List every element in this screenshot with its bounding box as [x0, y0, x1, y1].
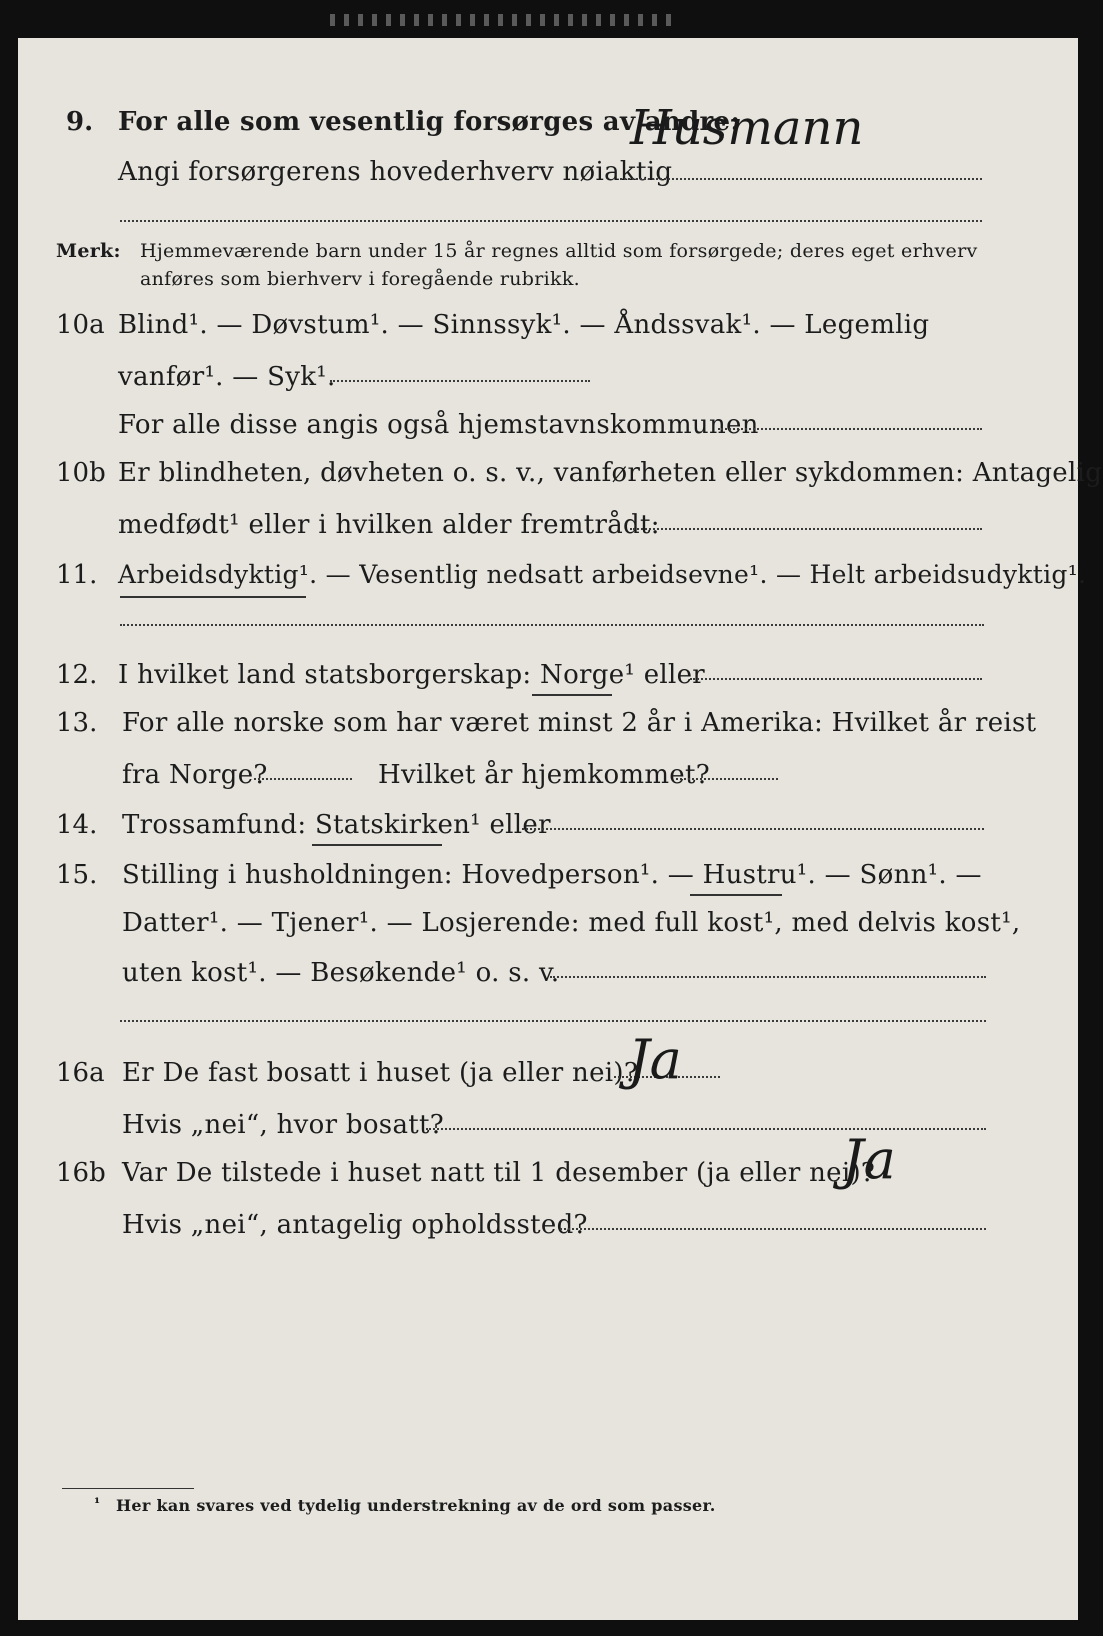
q16b-opholdssted-line	[560, 1228, 986, 1230]
q16a-line2: Hvis „nei“, hvor bosatt?	[122, 1110, 444, 1140]
q13-line1: For alle norske som har været minst 2 år i Amerika: Hvilket år reist	[122, 708, 1037, 738]
q16b-number: 16b	[56, 1158, 106, 1188]
q15-underline-mark	[690, 894, 782, 896]
q15-line2: Datter¹. — Tjener¹. — Losjerende: med full kost¹, med delvis kost¹,	[122, 908, 1021, 938]
q16b-line1: Var De tilstede i huset natt til 1 desember (ja eller nei)?	[122, 1158, 876, 1188]
q13-line2a: fra Norge?	[122, 760, 268, 790]
q10a-number: 10a	[56, 310, 105, 340]
merk-line2: anføres som bierhverv i foregående rubrikk.	[140, 268, 580, 290]
q9-answer-line	[620, 178, 982, 180]
q9-line1: For alle som vesentlig forsørges av andre:	[118, 107, 741, 137]
q15-extra-line	[120, 1020, 986, 1022]
q10a-line3: For alle disse angis også hjemstavnskommunen	[118, 410, 759, 440]
q14-answer-line	[522, 828, 984, 830]
q16a-line1: Er De fast bosatt i huset (ja eller nei)?	[122, 1058, 639, 1088]
q16a-bosatt-line	[426, 1128, 986, 1130]
q10a-hjemstavn-line	[718, 428, 982, 430]
q10b-number: 10b	[56, 458, 106, 488]
q10a-line1: Blind¹. — Døvstum¹. — Sinnssyk¹. — Åndssvak¹. — Legemlig	[118, 310, 930, 340]
q15-line1: Stilling i husholdningen: Hovedperson¹. — Hustru¹. — Sønn¹. —	[122, 860, 982, 890]
q10b-line2: medfødt¹ eller i hvilken alder fremtrådt:	[118, 510, 660, 540]
q13-line2b: Hvilket år hjemkommet?	[378, 760, 710, 790]
q12-line1: I hvilket land statsborgerskap: Norge¹ eller	[118, 660, 706, 690]
q15-number: 15.	[56, 860, 98, 890]
q11-number: 11.	[56, 560, 98, 590]
q11-underline-mark	[120, 596, 306, 598]
q9-line2: Angi forsørgerens hovederhverv nøiaktig	[118, 157, 673, 187]
q10b-answer-line	[630, 528, 982, 530]
footnote-text: Her kan svares ved tydelig understrekning av de ord som passer.	[116, 1496, 716, 1515]
q16b-handwritten-answer: Ja	[842, 1128, 896, 1191]
q15-answer-line	[550, 976, 986, 978]
q14-underline-mark	[312, 844, 442, 846]
top-ruler-marks	[330, 14, 671, 26]
q9-extra-line	[120, 220, 982, 222]
q14-line1: Trossamfund: Statskirken¹ eller	[122, 810, 551, 840]
q10a-line2: vanfør¹. — Syk¹.	[118, 362, 336, 392]
q12-underline-mark	[532, 694, 612, 696]
q16a-handwritten-answer: Ja	[628, 1028, 682, 1091]
q13-hjemkommet-line	[676, 778, 778, 780]
q16a-number: 16a	[56, 1058, 105, 1088]
q14-number: 14.	[56, 810, 98, 840]
q11-line1: Arbeidsdyktig¹. — Vesentlig nedsatt arbeidsevne¹. — Helt arbeidsudyktig¹.	[118, 560, 1087, 589]
q13-reist-line	[254, 778, 352, 780]
q12-number: 12.	[56, 660, 98, 690]
q9-handwritten-answer: Husmann	[630, 100, 864, 156]
q11-extra-line	[120, 624, 984, 626]
merk-label: Merk:	[56, 240, 121, 262]
q12-answer-line	[690, 678, 982, 680]
merk-line1: Hjemmeværende barn under 15 år regnes alltid som forsørgede; deres eget erhverv	[140, 240, 978, 262]
q10a-syk-line	[330, 380, 590, 382]
q16b-line2: Hvis „nei“, antagelig opholdssted?	[122, 1210, 588, 1240]
q13-number: 13.	[56, 708, 98, 738]
q15-line3: uten kost¹. — Besøkende¹ o. s. v.	[122, 958, 560, 988]
q9-number: 9.	[66, 107, 94, 137]
footnote-mark: ¹	[94, 1496, 101, 1512]
footnote-rule	[62, 1488, 194, 1489]
q10b-line1: Er blindheten, døvheten o. s. v., vanførheten eller sykdommen: Antagelig	[118, 458, 1103, 488]
